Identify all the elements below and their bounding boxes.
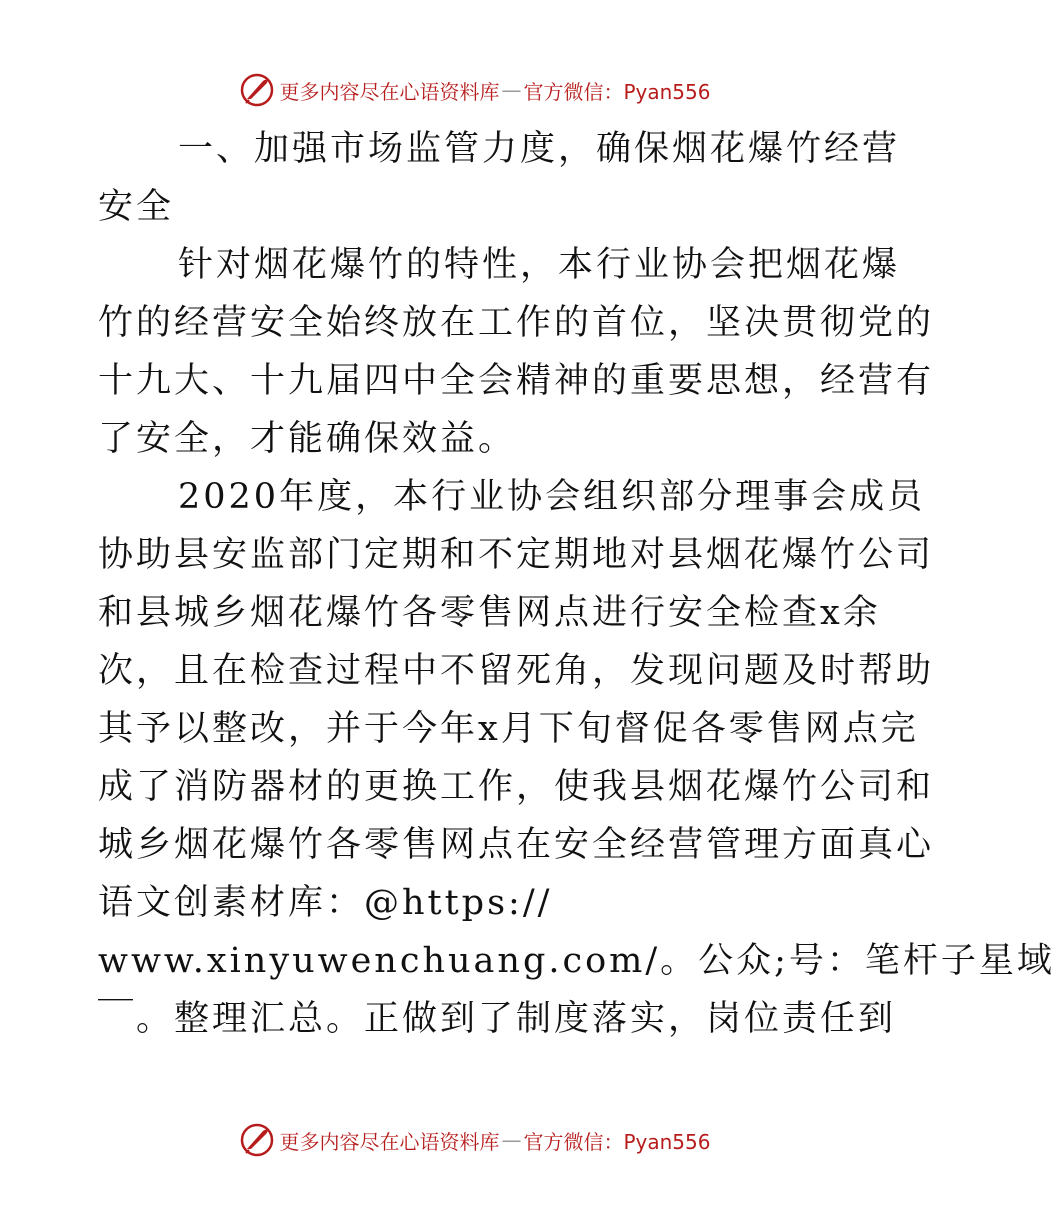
paragraph-line: 其予以整改，并于今年x月下旬督促各零售网点完 [98, 709, 919, 749]
paragraph-line: 和县城乡烟花爆竹各零售网点进行安全检查x余 [98, 593, 881, 633]
banner-dash: — [501, 1128, 522, 1152]
paragraph-line: www.xinyuwenchuang.com/。公众;号：笔杆子星域 [98, 941, 1055, 981]
footer-watermark-banner [0, 1120, 950, 1160]
paragraph-line: 2020年度，本行业协会组织部分理事会成员 [178, 477, 926, 517]
paragraph-line: ￣。整理汇总。正做到了制度落实，岗位责任到 [98, 999, 897, 1039]
feather-pen-logo-icon [239, 72, 275, 108]
paragraph-line: 了安全，才能确保效益。 [98, 419, 517, 459]
feather-pen-logo-icon [239, 1122, 275, 1158]
paragraph-line: 语文创素材库：@https:// [98, 883, 553, 923]
library-name-text: 更多内容尽在心语资料库 [279, 79, 500, 104]
header-watermark-banner [0, 70, 950, 110]
paragraph-line: 十九大、十九届四中全会精神的重要思想，经营有 [98, 361, 935, 401]
paragraph-line: 竹的经营安全始终放在工作的首位，坚决贯彻党的 [98, 303, 935, 343]
section-heading-line-1: 一、加强市场监管力度，确保烟花爆竹经营 [178, 129, 901, 169]
wechat-contact-text: 官方微信：Pyan556 [523, 1129, 711, 1154]
banner-dash: — [501, 78, 522, 102]
document-body [98, 120, 1055, 1048]
paragraph-line: 次，且在检查过程中不留死角，发现问题及时帮助 [98, 651, 935, 691]
paragraph-line: 城乡烟花爆竹各零售网点在安全经营管理方面真心 [98, 825, 935, 865]
paragraph-line: 成了消防器材的更换工作，使我县烟花爆竹公司和 [98, 767, 935, 807]
section-heading-line-2: 安全 [98, 187, 175, 227]
paragraph-line: 协助县安监部门定期和不定期地对县烟花爆竹公司 [98, 535, 935, 575]
wechat-contact-text: 官方微信：Pyan556 [523, 79, 711, 104]
library-name-text: 更多内容尽在心语资料库 [279, 1129, 500, 1154]
paragraph-line: 针对烟花爆竹的特性，本行业协会把烟花爆 [178, 245, 901, 285]
